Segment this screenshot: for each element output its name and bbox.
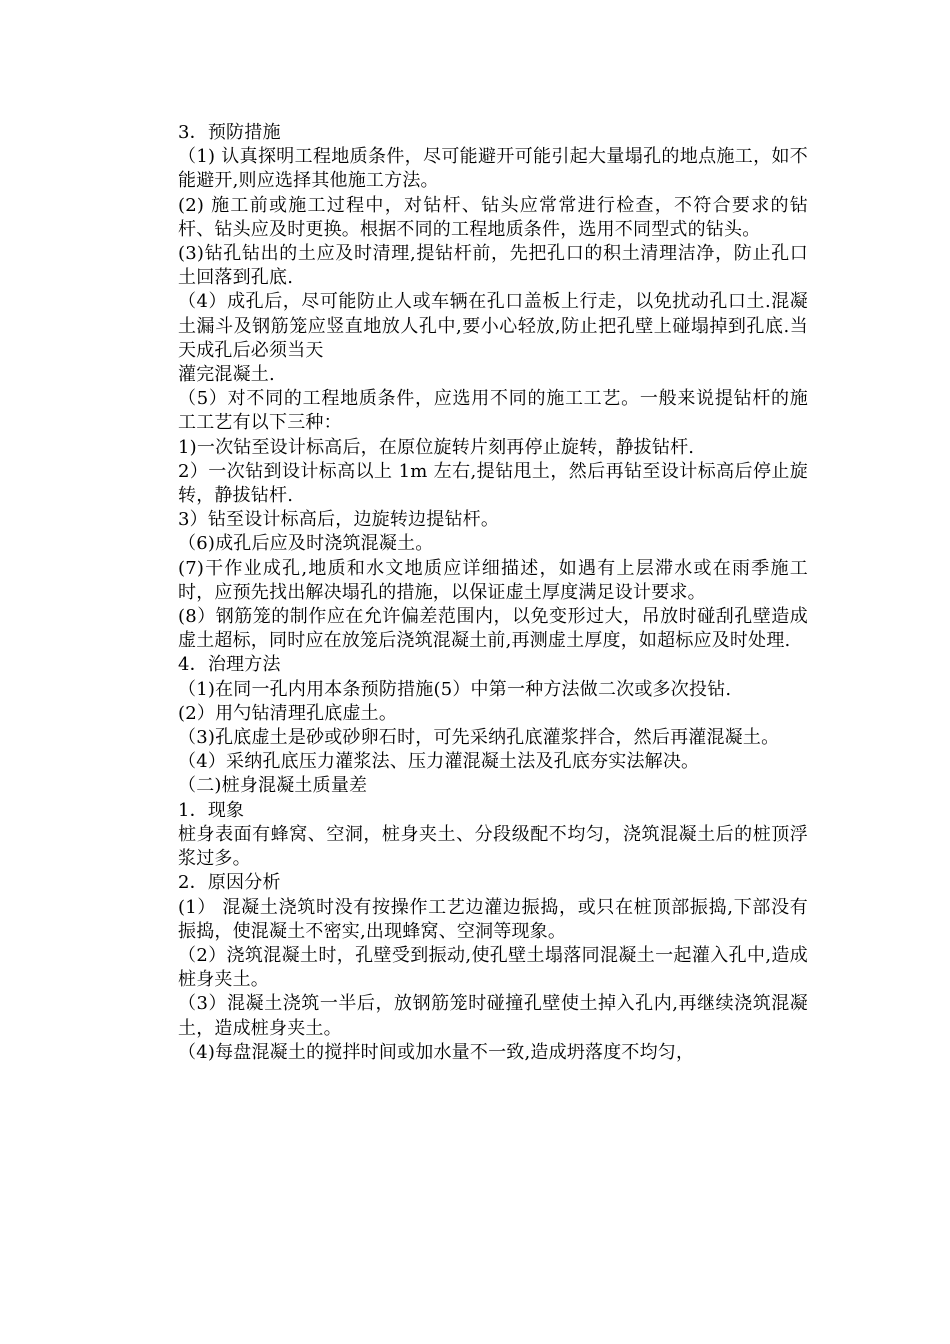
paragraph: 灌完混凝土. <box>178 364 275 386</box>
section-heading-prevention: 3．预防措施 <box>178 122 281 143</box>
paragraph: （6)成孔后应及时浇筑混凝土。 <box>178 533 434 555</box>
paragraph: （4）采纳孔底压力灌浆法、压力灌混凝土法及孔底夯实法解决。 <box>178 751 700 773</box>
paragraph: （3)孔底虚土是砂或砂卵石时，可先采纳孔底灌浆拌合，然后再灌混凝土。 <box>178 727 780 749</box>
paragraph: 3）钻至设计标高后，边旋转边提钻杆。 <box>178 509 500 531</box>
paragraph: （1)在同一孔内用本条预防措施(5）中第一种方法做二次或多次投钻. <box>178 678 732 700</box>
paragraph: (8）钢筋笼的制作应在允许偏差范围内，以免变形过大，吊放时碰刮孔壁造成虚土超标，同时应在放笼后浇筑混凝土前,再测虚土厚度，如超标应及时处理. <box>178 606 808 652</box>
paragraph: （1) 认真探明工程地质条件，尽可能避开可能引起大量塌孔的地点施工，如不能避开,则应选择其他施工方法。 <box>178 146 808 192</box>
paragraph: （2）浇筑混凝土时，孔壁受到振动,使孔壁土塌落同混凝土一起灌入孔中,造成桩身夹土。 <box>178 944 808 991</box>
paragraph: （4)每盘混凝土的搅拌时间或加水量不一致,造成坍落度不均匀， <box>178 1041 695 1063</box>
section-heading-treatment: 4．治理方法 <box>178 654 281 676</box>
paragraph: (3)钻孔钻出的土应及时清理,提钻杆前，先把孔口的积土清理洁净，防止孔口土回落到孔底. <box>178 243 808 289</box>
paragraph: (1） 混凝土浇筑时没有按操作工艺边灌边振捣，或只在桩顶部振捣,下部没有振捣，使混凝土不密实,出现蜂窝、空洞等现象。 <box>178 896 808 942</box>
section-heading-cause-analysis: 2．原因分析 <box>178 872 281 894</box>
paragraph: (2）用勺钻清理孔底虚土。 <box>178 702 398 724</box>
paragraph: 2）一次钻到设计标高以上 1m 左右,提钻甩土，然后再钻至设计标高后停止旋转，静拔钻杆. <box>178 460 808 507</box>
paragraph: 桩身表面有蜂窝、空洞，桩身夹土、分段级配不均匀，浇筑混凝土后的桩顶浮浆过多。 <box>178 823 808 870</box>
paragraph: （4）成孔后，尽可能防止人或车辆在孔口盖板上行走，以免扰动孔口土.混凝土漏斗及钢筋笼应竖直地放人孔中,要小心轻放,防止把孔壁上碰塌掉到孔底.当天成孔后必须当天 <box>178 291 808 361</box>
document-body <box>178 121 808 1065</box>
paragraph: (7)干作业成孔,地质和水文地质应详细描述，如遇有上层滞水或在雨季施工时，应预先找出解决塌孔的措施，以保证虚土厚度满足设计要求。 <box>178 557 808 603</box>
paragraph: 1)一次钻至设计标高后，在原位旋转片刻再停止旋转，静拔钻杆. <box>178 436 695 458</box>
section-heading-phenomenon: 1．现象 <box>178 799 245 821</box>
paragraph: （5）对不同的工程地质条件，应选用不同的施工工艺。一般来说提钻杆的施工工艺有以下三种： <box>178 388 808 434</box>
section-heading-pile-quality: （二)桩身混凝土质量差 <box>178 775 368 797</box>
paragraph: （3）混凝土浇筑一半后，放钢筋笼时碰撞孔壁使土掉入孔内,再继续浇筑混凝土，造成桩身夹土。 <box>178 993 808 1039</box>
paragraph: (2) 施工前或施工过程中，对钻杆、钻头应常常进行检查，不符合要求的钻杆、钻头应及时更换。根据不同的工程地质条件，选用不同型式的钻头。 <box>178 194 808 240</box>
